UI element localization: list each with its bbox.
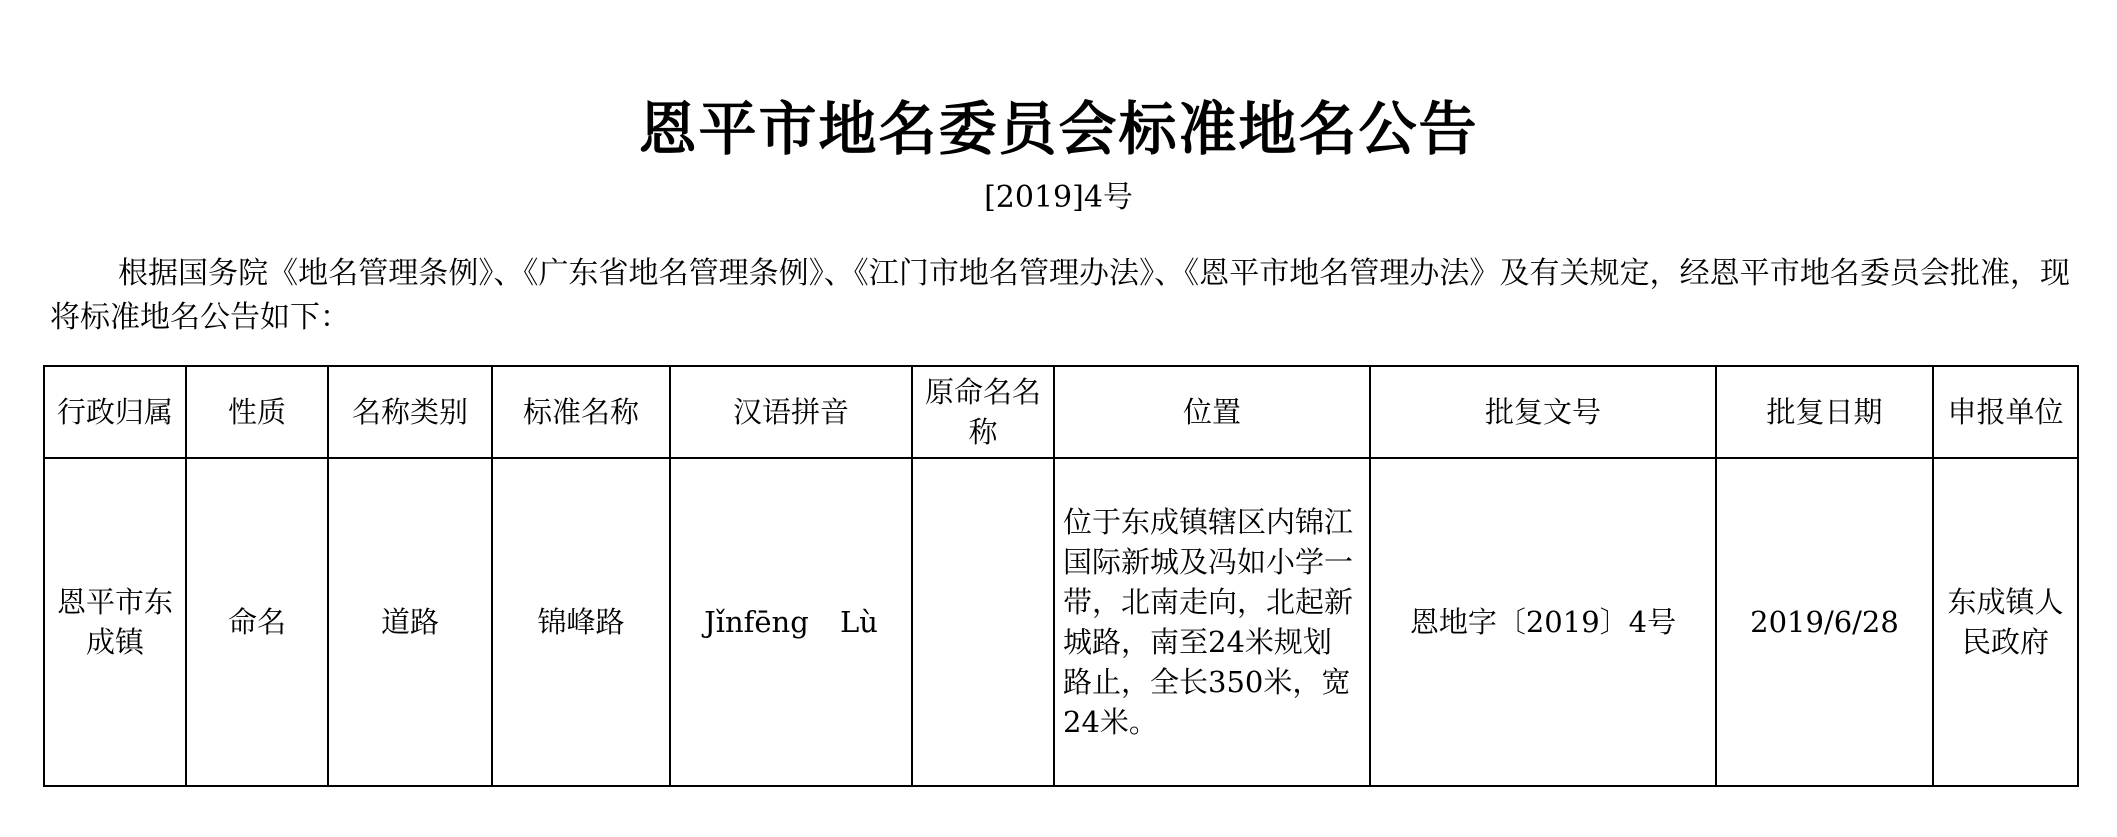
header-location: 位置 — [1054, 366, 1370, 458]
intro-paragraph: 根据国务院《地名管理条例》、《广东省地名管理条例》、《江门市地名管理办法》、《恩平市地名管理办法》及有关规定，经恩平市地名委员会批准，现将标准地名公告如下： — [50, 256, 2070, 335]
header-nature: 性质 — [186, 366, 328, 458]
cell-location: 位于东成镇辖区内锦江国际新城及冯如小学一带，北南走向，北起新城路，南至24米规划路止，全长350米，宽24米。 — [1054, 458, 1370, 786]
cell-applicant: 东成镇人民政府 — [1933, 458, 2078, 786]
header-original-name: 原命名名称 — [912, 366, 1054, 458]
cell-nature: 命名 — [186, 458, 328, 786]
cell-admin: 恩平市东成镇 — [44, 458, 186, 786]
cell-standard-name: 锦峰路 — [492, 458, 670, 786]
header-approval-date: 批复日期 — [1716, 366, 1933, 458]
document-number: [2019]4号 — [984, 180, 1133, 215]
table-row — [44, 458, 2078, 786]
cell-pinyin: Jǐnfēng Lù — [670, 458, 912, 786]
cell-approval-date: 2019/6/28 — [1716, 458, 1933, 786]
cell-approval-no: 恩地字〔2019〕4号 — [1370, 458, 1716, 786]
page-title: 恩平市地名委员会标准地名公告 — [638, 95, 1479, 163]
header-standard-name: 标准名称 — [492, 366, 670, 458]
cell-original-name — [912, 458, 1054, 786]
header-category: 名称类别 — [328, 366, 492, 458]
header-admin: 行政归属 — [44, 366, 186, 458]
header-approval-no: 批复文号 — [1370, 366, 1716, 458]
place-name-table — [43, 365, 2079, 787]
header-pinyin: 汉语拼音 — [670, 366, 912, 458]
table-header-row — [44, 366, 2078, 458]
header-applicant: 申报单位 — [1933, 366, 2078, 458]
cell-category: 道路 — [328, 458, 492, 786]
